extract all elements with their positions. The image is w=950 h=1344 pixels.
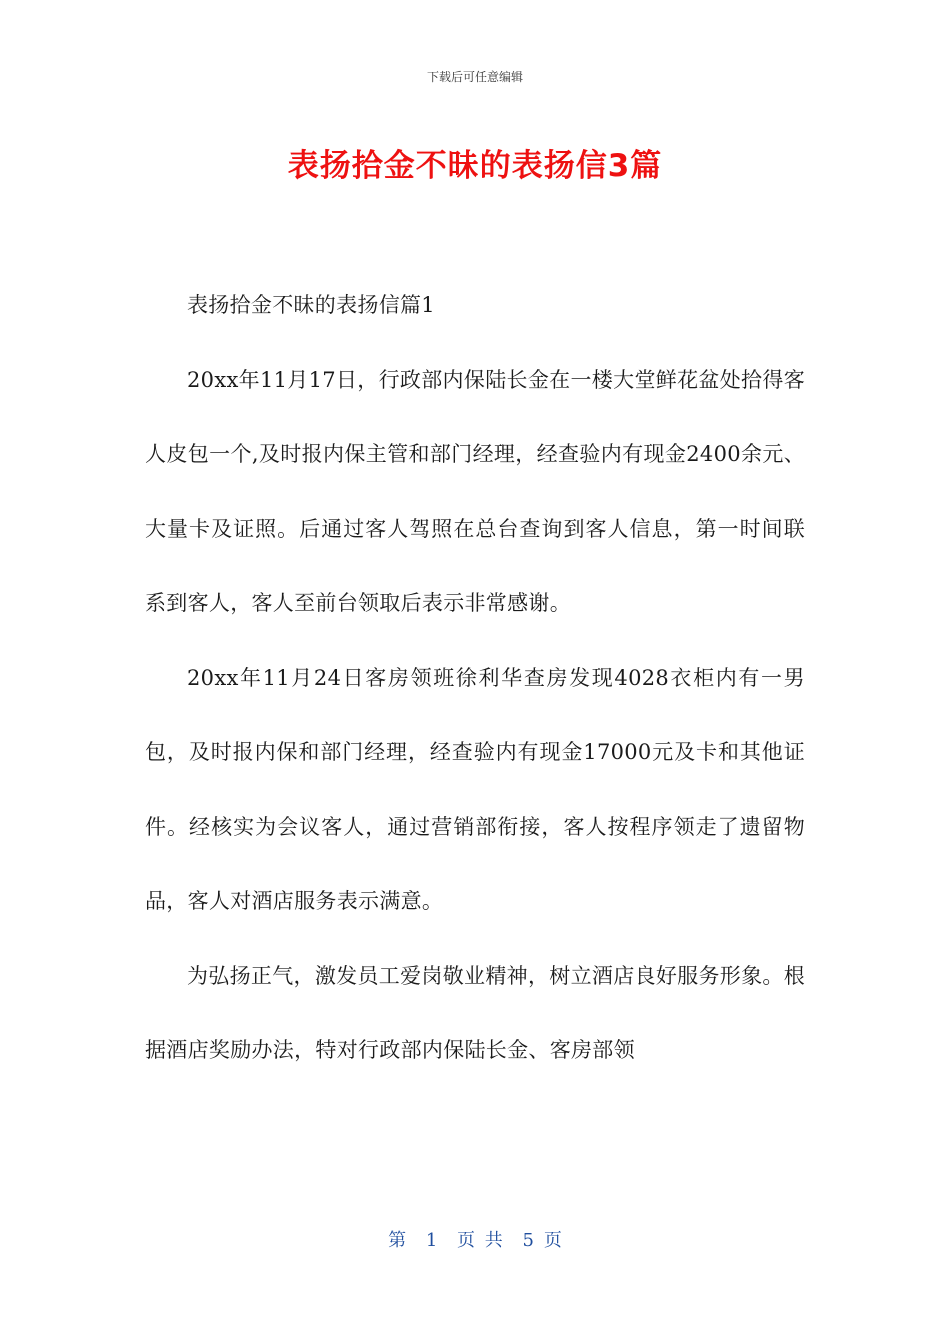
page-footer bbox=[0, 1226, 950, 1252]
footer-suffix: 页 bbox=[543, 1230, 562, 1251]
footer-middle: 页 共 bbox=[457, 1230, 503, 1251]
header-note: 下载后可任意编辑 bbox=[426, 70, 523, 84]
paragraph-2: 20xx年11月24日客房领班徐利华查房发现4028衣柜内有一男包，及时报内保和部门经理，经查验内有现金17000元及卡和其他证件。经核实为会议客人，通过营销部衔接，客人按程序领走了遗留物品，客人对酒店服务表示满意。 bbox=[145, 665, 805, 913]
paragraph-1: 20xx年11月17日，行政部内保陆长金在一楼大堂鲜花盆处拾得客人皮包一个,及时报内保主管和部门经理，经查验内有现金2400余元、大量卡及证照。后通过客人驾照在总台查询到客人信息，第一时间联系到客人，客人至前台领取后表示非常感谢。 bbox=[145, 367, 805, 615]
document-title: 表扬拾金不昧的表扬信3篇 bbox=[287, 148, 663, 184]
footer-page-number: 1 bbox=[425, 1230, 438, 1251]
document-body bbox=[145, 268, 805, 1088]
footer-page-total: 5 bbox=[522, 1230, 534, 1251]
paragraph-heading: 表扬拾金不昧的表扬信篇1 bbox=[187, 293, 435, 317]
footer-prefix: 第 bbox=[388, 1230, 407, 1251]
paragraph-3: 为弘扬正气，激发员工爱岗敬业精神，树立酒店良好服务形象。根据酒店奖励办法，特对行政部内保陆长金、客房部领 bbox=[145, 963, 805, 1062]
